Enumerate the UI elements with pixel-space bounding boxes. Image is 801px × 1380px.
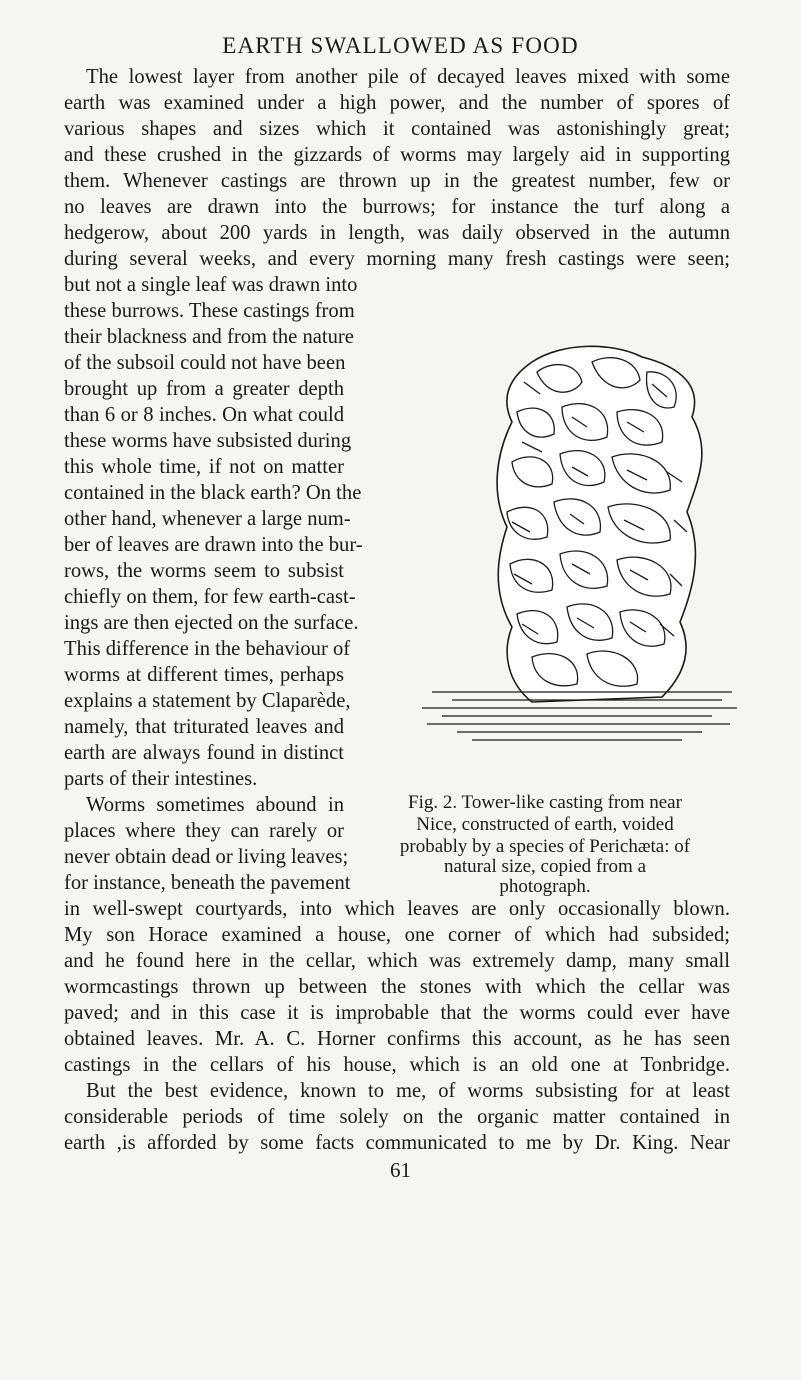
- text-line: ings are then ejected on the surface.: [64, 612, 359, 634]
- text-line: no leaves are drawn into the burrows; for instance the turf along a: [64, 196, 730, 218]
- text-line: for instance, beneath the pavement: [64, 872, 351, 894]
- text-line: never obtain dead or living leaves;: [64, 846, 349, 868]
- text-line: them. Whenever castings are thrown up in the greatest number, few or: [64, 170, 730, 192]
- text-line: during several weeks, and every morning many fresh castings were seen;: [64, 248, 730, 270]
- text-line: these burrows. These castings from: [64, 300, 355, 322]
- text-line: parts of their intestines.: [64, 768, 258, 790]
- text-line: this whole time, if not on matter: [64, 456, 344, 478]
- text-line: earth was examined under a high power, and the number of spores of: [64, 92, 730, 114]
- text-line: and he found here in the cellar, which was extremely damp, many small: [64, 950, 730, 972]
- figure-caption-line: Nice, constructed of earth, voided: [416, 814, 674, 835]
- text-line: The lowest layer from another pile of decayed leaves mixed with some: [86, 66, 730, 88]
- text-line: castings in the cellars of his house, which is an old one at Tonbridge.: [64, 1054, 730, 1076]
- text-line: earth are always found in distinct: [64, 742, 344, 764]
- figure-caption-line: natural size, copied from a: [443, 856, 647, 877]
- text-line: earth ,is afforded by some facts communicated to me by Dr. King. Near: [64, 1132, 730, 1154]
- text-line: than 6 or 8 inches. On what could: [64, 404, 344, 426]
- text-line: namely, that triturated leaves and: [64, 716, 344, 738]
- text-line: other hand, whenever a large num-: [64, 508, 351, 530]
- text-line: but not a single leaf was drawn into: [64, 274, 358, 296]
- figure-caption-line: photograph.: [499, 876, 591, 897]
- text-line: Worms sometimes abound in: [86, 794, 344, 816]
- text-line: brought up from a greater depth: [64, 378, 344, 400]
- figure-tower-casting: [412, 342, 742, 774]
- text-line: explains a statement by Claparède,: [64, 690, 351, 712]
- text-line: hedgerow, about 200 yards in length, was daily observed in the autumn: [64, 222, 730, 244]
- text-line: various shapes and sizes which it contained was astonishingly great;: [64, 118, 730, 140]
- figure-caption-line: probably by a species of Perichæta: of: [399, 836, 691, 857]
- text-line: paved; and in this case it is improbable that the worms could ever have: [64, 1002, 730, 1024]
- text-line: ber of leaves are drawn into the bur-: [64, 534, 363, 556]
- text-line: But the best evidence, known to me, of worms subsisting for at least: [86, 1080, 730, 1102]
- text-line: their blackness and from the nature: [64, 326, 354, 348]
- text-line: these worms have subsisted during: [64, 430, 352, 452]
- text-line: worms at different times, perhaps: [64, 664, 344, 686]
- text-line: of the subsoil could not have been: [64, 352, 346, 374]
- text-line: My son Horace examined a house, one corner of which had subsided;: [64, 924, 730, 946]
- running-head: EARTH SWALLOWED AS FOOD: [222, 33, 579, 58]
- text-line: in well-swept courtyards, into which leaves are only occasionally blown.: [64, 898, 730, 920]
- text-line: chiefly on them, for few earth-cast-: [64, 586, 356, 608]
- text-line: and these crushed in the gizzards of worms may largely aid in supporting: [64, 144, 730, 166]
- text-line: contained in the black earth? On the: [64, 482, 362, 504]
- text-line: obtained leaves. Mr. A. C. Horner confirms this account, as he has seen: [64, 1028, 730, 1050]
- text-line: places where they can rarely or: [64, 820, 344, 842]
- text-line: rows, the worms seem to subsist: [64, 560, 344, 582]
- text-line: considerable periods of time solely on the organic matter contained in: [64, 1106, 730, 1128]
- page-number: 61: [390, 1158, 411, 1182]
- figure-caption-line: Fig. 2. Tower-like casting from near: [408, 792, 682, 813]
- text-line: This difference in the behaviour of: [64, 638, 351, 660]
- text-line: wormcastings thrown up between the stones with which the cellar was: [64, 976, 730, 998]
